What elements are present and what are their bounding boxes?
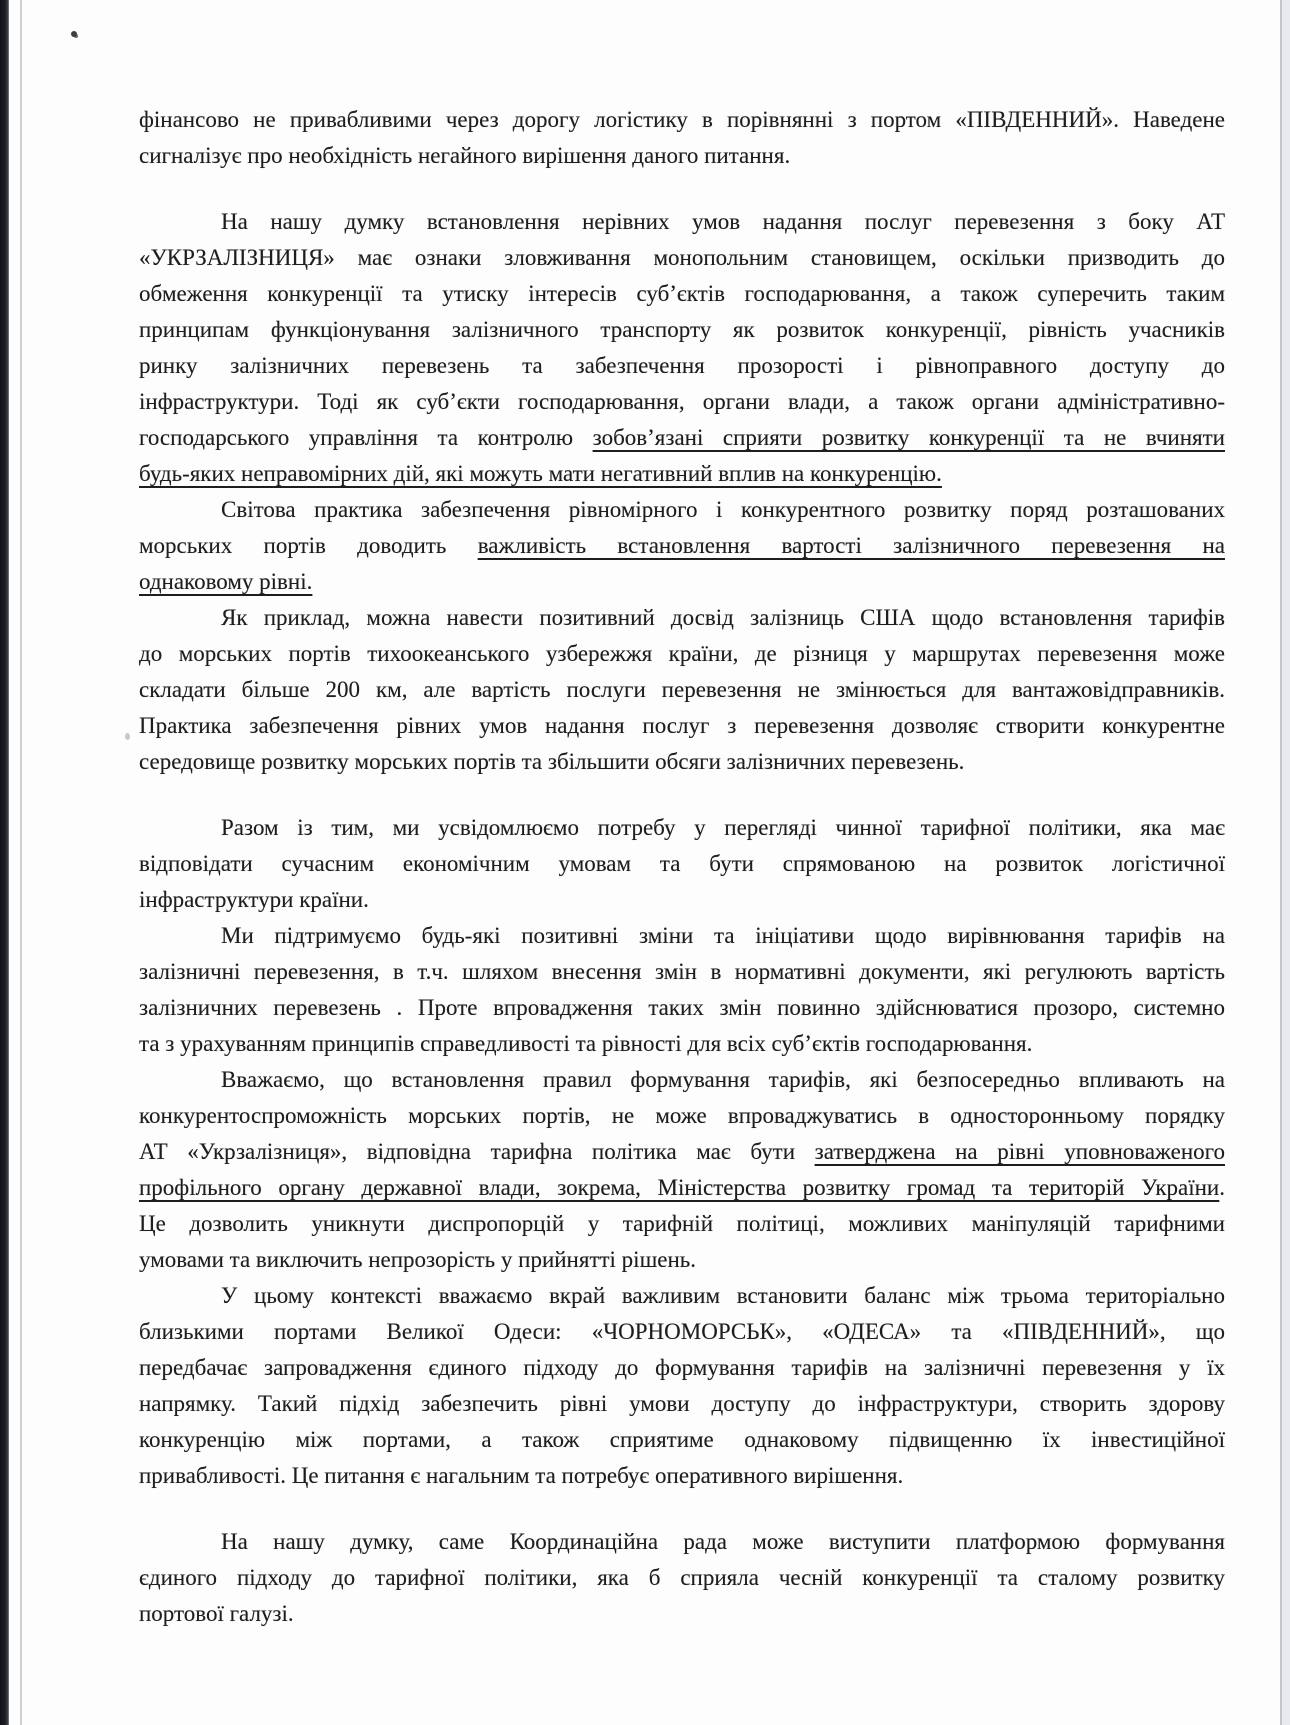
text-segment: конкурентоспроможність морських портів, не може впроваджуватись в односторонньому порядку xyxy=(139,1103,1225,1128)
text-segment: господарського управління та контролю xyxy=(139,425,593,450)
text-line xyxy=(139,528,1225,564)
text-segment: Вважаємо, що встановлення правил формування тарифів, які безпосередньо впливають на xyxy=(221,1067,1225,1092)
text-segment: інфраструктури. Тоді як суб’єкти господарювання, органи влади, а також органи адміністративно- xyxy=(139,389,1225,414)
text-line xyxy=(139,384,1225,420)
scan-speck xyxy=(125,733,130,740)
text-segment: . xyxy=(1219,1175,1225,1200)
text-line xyxy=(139,240,1225,276)
text-line xyxy=(139,990,1225,1026)
text-segment: передбачає запровадження єдиного підходу до формування тарифів на залізничні перевезення у їх xyxy=(139,1355,1225,1380)
text-line xyxy=(139,600,1225,636)
text-line xyxy=(139,1026,1225,1062)
text-line xyxy=(139,1596,1225,1632)
underlined-text: важливість встановлення вартості залізничного перевезення на xyxy=(477,533,1225,558)
text-segment: конкуренцію між портами, а також сприятиме однаковому підвищенню їх інвестиційної xyxy=(139,1427,1225,1452)
text-segment: інфраструктури країни. xyxy=(139,887,369,912)
text-line xyxy=(139,744,1225,780)
underlined-text: профільного органу державної влади, зокрема, Міністерства розвитку громад та територій України xyxy=(139,1175,1220,1200)
text-line xyxy=(139,1206,1225,1242)
scan-speck xyxy=(71,31,77,37)
text-segment: до морських портів тихоокеанського узбережжя країни, де різниця у маршрутах перевезення може xyxy=(139,641,1225,666)
text-line xyxy=(139,204,1225,240)
text-line xyxy=(139,1350,1225,1386)
text-segment: Як приклад, можна навести позитивний досвід залізниць США щодо встановлення тарифів xyxy=(221,605,1225,630)
text-segment: умовами та виключить непрозорість у прийнятті рішень. xyxy=(139,1247,697,1272)
text-segment: принципам функціонування залізничного транспорту як розвиток конкуренції, рівність учасників xyxy=(139,317,1225,342)
text-line xyxy=(139,636,1225,672)
text-segment: На нашу думку встановлення нерівних умов надання послуг перевезення з боку АТ xyxy=(221,209,1225,234)
text-line xyxy=(139,1422,1225,1458)
underlined-text: будь-яких неправомірних дій, які можуть мати негативний вплив на конкуренцію. xyxy=(139,461,942,486)
text-line xyxy=(139,456,1225,492)
underlined-text: затверджена на рівні уповноваженого xyxy=(814,1139,1225,1164)
text-line xyxy=(139,138,1225,174)
text-line xyxy=(139,564,1225,600)
text-line xyxy=(139,420,1225,456)
text-line xyxy=(139,846,1225,882)
text-line xyxy=(139,954,1225,990)
text-segment: «УКРЗАЛІЗНИЦЯ» має ознаки зловживання монопольним становищем, оскільки призводить до xyxy=(139,245,1225,270)
text-segment: Ми підтримуємо будь-які позитивні зміни та ініціативи щодо вирівнювання тарифів на xyxy=(221,923,1225,948)
text-line xyxy=(139,492,1225,528)
scan-margin-right xyxy=(1282,0,1290,1725)
text-segment: ринку залізничних перевезень та забезпечення прозорості і рівноправного доступу до xyxy=(139,353,1225,378)
text-segment: середовище розвитку морських портів та збільшити обсяги залізничних перевезень. xyxy=(139,749,965,774)
text-line xyxy=(139,810,1225,846)
text-segment: фінансово не привабливими через дорогу логістику в порівнянні з портом «ПІВДЕННИЙ». Наведене xyxy=(139,107,1225,132)
text-line xyxy=(139,276,1225,312)
text-line xyxy=(139,672,1225,708)
text-line xyxy=(139,708,1225,744)
text-segment: залізничних перевезень . Проте впровадження таких змін повинно здійснюватися прозоро, системно xyxy=(139,995,1225,1020)
text-segment: АТ «Укрзалізниця», відповідна тарифна політика має бути xyxy=(139,1139,815,1164)
text-line xyxy=(139,1458,1225,1494)
text-segment: залізничні перевезення, в т.ч. шляхом внесення змін в нормативні документи, які регулюють вартість xyxy=(139,959,1225,984)
text-line xyxy=(139,882,1225,918)
text-segment: сигналізує про необхідність негайного вирішення даного питання. xyxy=(139,143,791,168)
text-segment: та з урахуванням принципів справедливості та рівності для всіх суб’єктів господарювання. xyxy=(139,1031,1033,1056)
paragraph xyxy=(139,492,1225,600)
text-segment: Це дозволить уникнути диспропорцій у тарифній політиці, можливих маніпуляцій тарифними xyxy=(139,1211,1225,1236)
underlined-text: зобов’язані сприяти розвитку конкуренції та не вчиняти xyxy=(592,425,1225,450)
letter-body-text xyxy=(139,102,1225,1632)
text-segment: морських портів доводить xyxy=(139,533,478,558)
paragraph xyxy=(139,204,1225,492)
text-line xyxy=(139,1134,1225,1170)
scan-binding-edge xyxy=(0,0,9,1725)
text-segment: На нашу думку, саме Координаційна рада може виступити платформою формування xyxy=(221,1529,1225,1554)
text-line xyxy=(139,1170,1225,1206)
text-line xyxy=(139,1560,1225,1596)
text-line xyxy=(139,312,1225,348)
scan-page-edge-line-right xyxy=(1280,0,1282,1725)
text-line xyxy=(139,348,1225,384)
text-line xyxy=(139,1386,1225,1422)
text-segment: У цьому контексті вважаємо вкрай важливим встановити баланс між трьома територіально xyxy=(221,1283,1225,1308)
text-segment: єдиного підходу до тарифної політики, яка б сприяла чесній конкуренції та сталому розвитку xyxy=(139,1565,1225,1590)
text-line xyxy=(139,1278,1225,1314)
text-segment: напрямку. Такий підхід забезпечить рівні умови доступу до інфраструктури, створить здорову xyxy=(139,1391,1225,1416)
text-segment: привабливості. Це питання є нагальним та потребує оперативного вирішення. xyxy=(139,1463,904,1488)
text-segment: обмеження конкуренції та утиску інтересів суб’єктів господарювання, а також суперечить таким xyxy=(139,281,1225,306)
text-segment: близькими портами Великої Одеси: «ЧОРНОМОРСЬК», «ОДЕСА» та «ПІВДЕННИЙ», що xyxy=(139,1319,1225,1344)
text-line xyxy=(139,1242,1225,1278)
paragraph xyxy=(139,102,1225,174)
text-segment: складати більше 200 км, але вартість послуги перевезення не змінюється для вантажовідправників. xyxy=(139,677,1225,702)
text-line xyxy=(139,918,1225,954)
paragraph xyxy=(139,1062,1225,1278)
paragraph xyxy=(139,810,1225,918)
text-line xyxy=(139,1062,1225,1098)
paragraph xyxy=(139,600,1225,780)
text-segment: Світова практика забезпечення рівномірного і конкурентного розвитку поряд розташованих xyxy=(221,497,1225,522)
underlined-text: однаковому рівні. xyxy=(139,569,313,594)
text-segment: портової галузі. xyxy=(139,1601,294,1626)
text-line xyxy=(139,102,1225,138)
text-segment: Практика забезпечення рівних умов надання послуг з перевезення дозволяє створити конкурентне xyxy=(139,713,1225,738)
paragraph xyxy=(139,1278,1225,1494)
text-line xyxy=(139,1524,1225,1560)
paragraph xyxy=(139,918,1225,1062)
text-line xyxy=(139,1314,1225,1350)
text-segment: Разом із тим, ми усвідомлюємо потребу у перегляді чинної тарифної політики, яка має xyxy=(221,815,1225,840)
text-segment: відповідати сучасним економічним умовам та бути спрямованою на розвиток логістичної xyxy=(139,851,1225,876)
paragraph xyxy=(139,1524,1225,1632)
scan-page-edge-line-left xyxy=(20,0,22,1725)
text-line xyxy=(139,1098,1225,1134)
